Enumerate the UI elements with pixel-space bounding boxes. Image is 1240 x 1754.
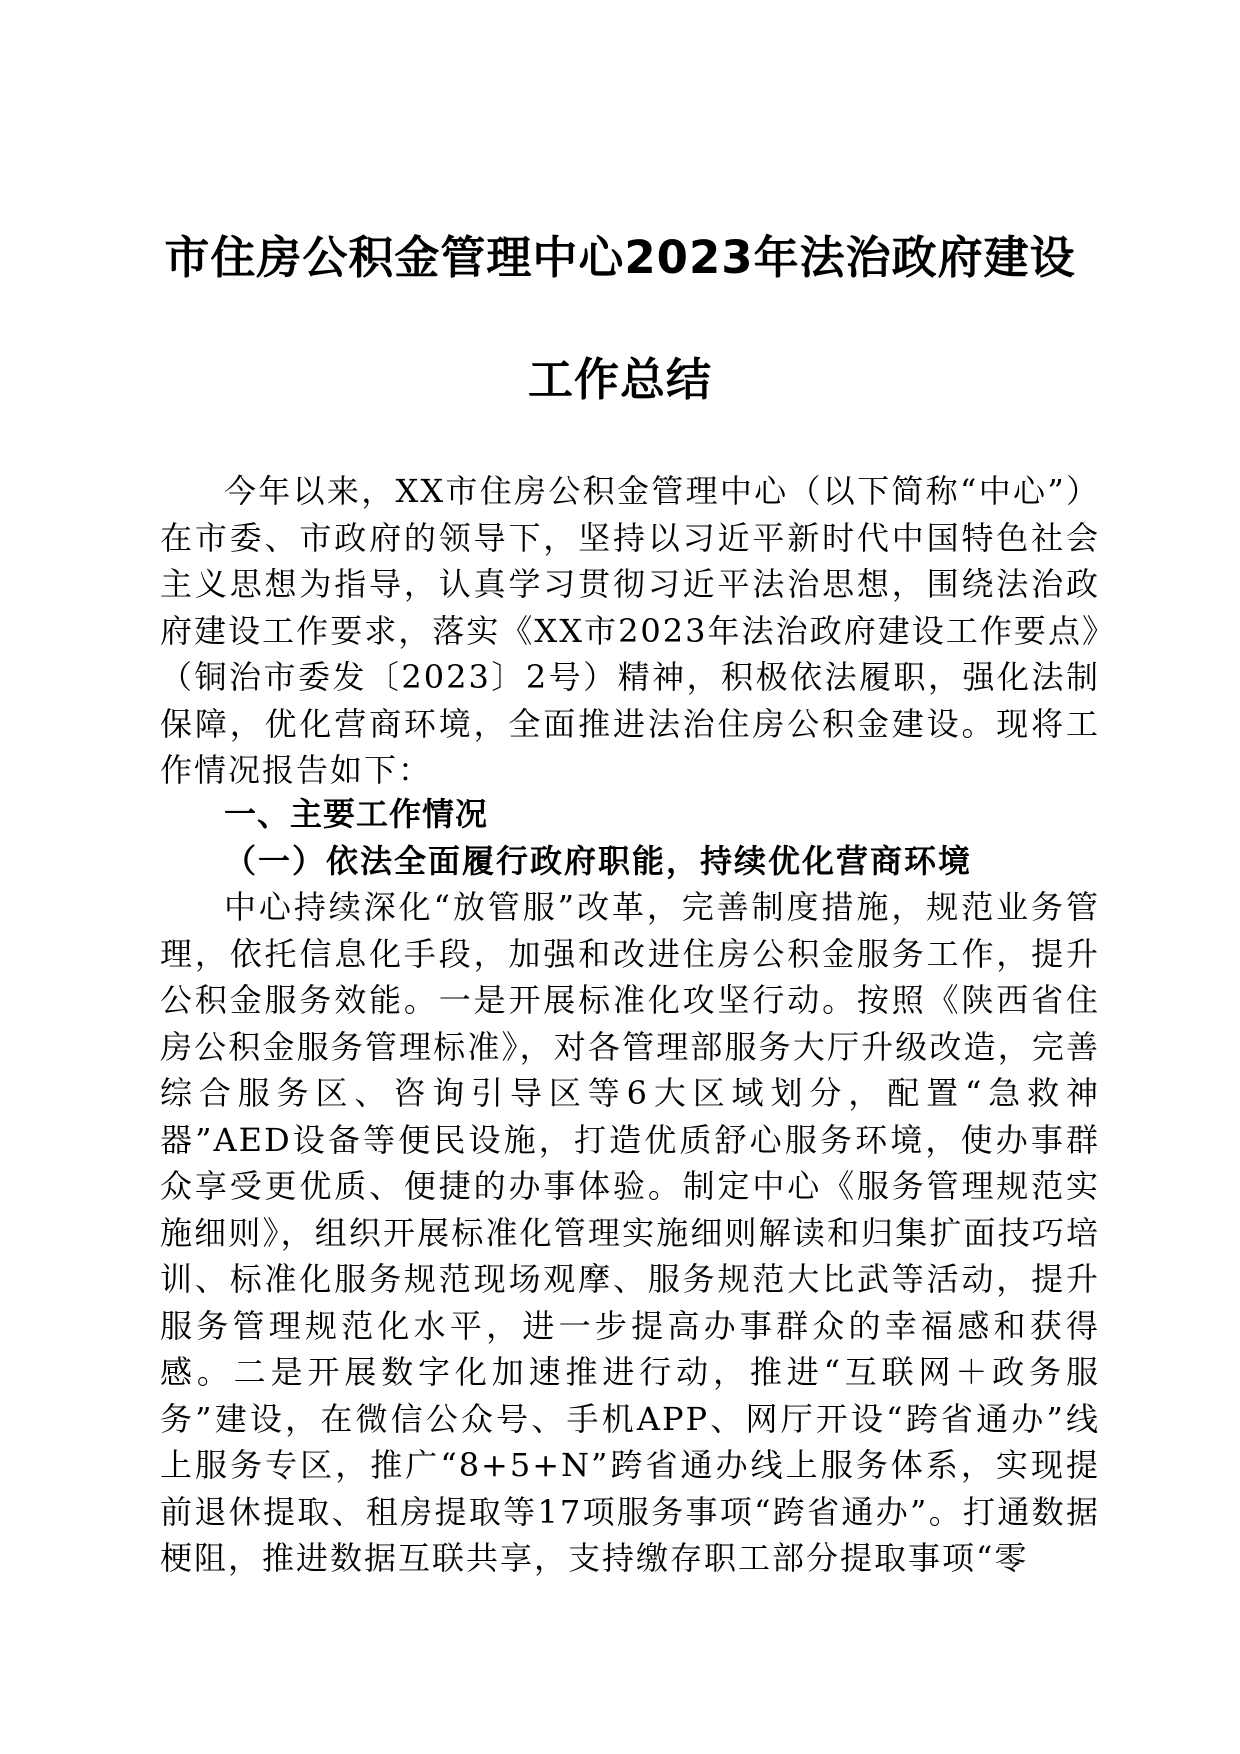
body-paragraph: 中心持续深化“放管服”改革，完善制度措施，规范业务管理，依托信息化手段，加强和改进住房公积金服务工作，提升公积金服务效能。一是开展标准化攻坚行动。按照《陕西省住房公积金服务管理标准》，对各管理部服务大厅升级改造，完善综合服务区、咨询引导区等6大区域划分，配置“急救神器”AED设备等便民设施，打造优质舒心服务环境，使办事群众享受更优质、便捷的办事体验。制定中心《服务管理规范实施细则》，组织开展标准化管理实施细则解读和归集扩面技巧培训、标准化服务规范现场观摩、服务规范大比武等活动，提升服务管理规范化水平，进一步提高办事群众的幸福感和获得感。二是开展数字化加速推进行动，推进“互联网＋政务服务”建设，在微信公众号、手机APP、网厅开设“跨省通办”线上服务专区，推广“8+5+N”跨省通办线上服务体系，实现提前退休提取、租房提取等17项服务事项“跨省通办”。打通数据梗阻，推进数据互联共享，支持缴存职工部分提取事项“零 (160, 888, 1100, 1577)
document-title-line1: 市住房公积金管理中心2023年法治政府建设 (164, 231, 1076, 284)
intro-paragraph: 今年以来，XX市住房公积金管理中心（以下简称“中心”）在市委、市政府的领导下，坚持以习近平新时代中国特色社会主义思想为指导，认真学习贯彻习近平法治思想，围绕法治政府建设工作要求，落实《XX市2023年法治政府建设工作要点》（铜治市委发〔2023〕2号）精神，积极依法履职，强化法制保障，优化营商环境，全面推进法治住房公积金建设。现将工作情况报告如下： (160, 472, 1100, 789)
document-title-line2: 工作总结 (527, 353, 712, 406)
subsection-heading-1: （一）依法全面履行政府职能，持续优化营商环境 (224, 842, 973, 880)
section-heading-main-work: 一、主要工作情况 (224, 795, 489, 833)
